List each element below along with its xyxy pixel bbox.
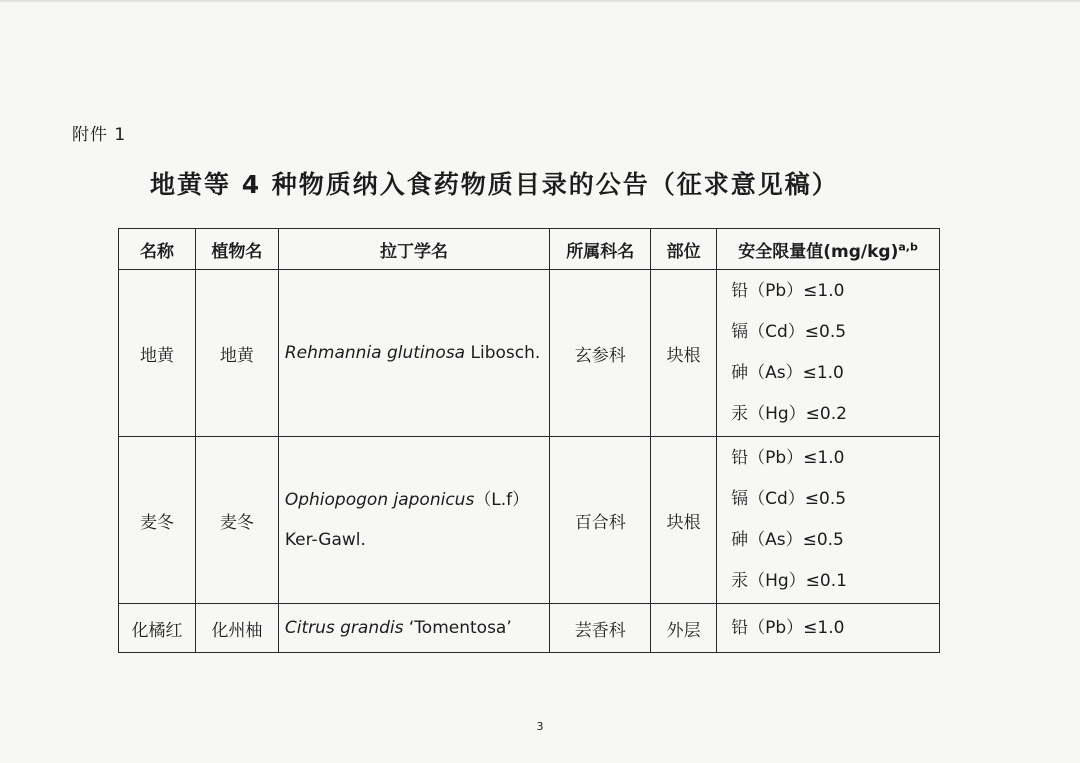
page-top-edge: [0, 0, 1080, 3]
header-limit-superscript: a,b: [898, 239, 918, 253]
cell-plant: 地黄: [195, 270, 278, 437]
table-row: [119, 604, 940, 653]
cell-latin: [278, 270, 549, 437]
cell-family: 玄参科: [550, 270, 651, 437]
header-limit-text: 安全限量值(mg/kg): [738, 241, 899, 262]
cell-limits: [717, 437, 940, 604]
table-row: [119, 437, 940, 604]
latin-italic: Ophiopogon japonicus: [284, 490, 475, 510]
cell-family: 芸香科: [550, 604, 651, 653]
cell-family: 百合科: [550, 437, 651, 604]
cell-name: 化橘红: [119, 604, 196, 653]
limit-cadmium: 镉（Cd）≤0.5: [731, 322, 847, 342]
cell-limits: [717, 270, 940, 437]
header-latin: 拉丁学名: [278, 229, 549, 270]
cell-latin: [278, 604, 549, 653]
header-name: 名称: [119, 229, 196, 270]
cell-name: 地黄: [119, 270, 196, 437]
cell-part: 块根: [651, 437, 717, 604]
cell-plant: 化州柚: [195, 604, 278, 653]
substance-table: [118, 228, 940, 653]
cell-latin: [278, 437, 549, 604]
limit-lead: 铅（Pb）≤1.0: [731, 617, 845, 638]
cell-name: 麦冬: [119, 437, 196, 604]
cell-limits: [717, 604, 940, 653]
limit-arsenic: 砷（As）≤1.0: [731, 363, 844, 383]
table-header-row: [119, 229, 940, 270]
latin-rest: ‘Tomentosa’: [403, 618, 512, 638]
latin-rest: （L.f）Ker-Gawl.: [284, 490, 530, 550]
limit-mercury: 汞（Hg）≤0.1: [731, 571, 847, 591]
latin-italic: Citrus grandis: [284, 618, 404, 638]
limit-arsenic: 砷（As）≤0.5: [731, 530, 844, 550]
latin-italic: Rehmannia glutinosa: [284, 343, 466, 363]
header-part: 部位: [651, 229, 717, 270]
page-number: 3: [536, 720, 544, 733]
limit-lead: 铅（Pb）≤1.0: [731, 281, 845, 301]
limit-cadmium: 镉（Cd）≤0.5: [731, 489, 847, 509]
header-limit: [717, 229, 940, 270]
document-title: 地黄等 4 种物质纳入食药物质目录的公告（征求意见稿）: [150, 170, 839, 199]
header-plant: 植物名: [195, 229, 278, 270]
table-row: [119, 270, 940, 437]
limit-lead: 铅（Pb）≤1.0: [731, 448, 845, 468]
cell-part: 块根: [651, 270, 717, 437]
header-family: 所属科名: [550, 229, 651, 270]
latin-rest: Libosch.: [465, 343, 541, 363]
cell-part: 外层: [651, 604, 717, 653]
limit-mercury: 汞（Hg）≤0.2: [731, 404, 847, 424]
cell-plant: 麦冬: [195, 437, 278, 604]
attachment-label: 附件 1: [72, 125, 127, 145]
